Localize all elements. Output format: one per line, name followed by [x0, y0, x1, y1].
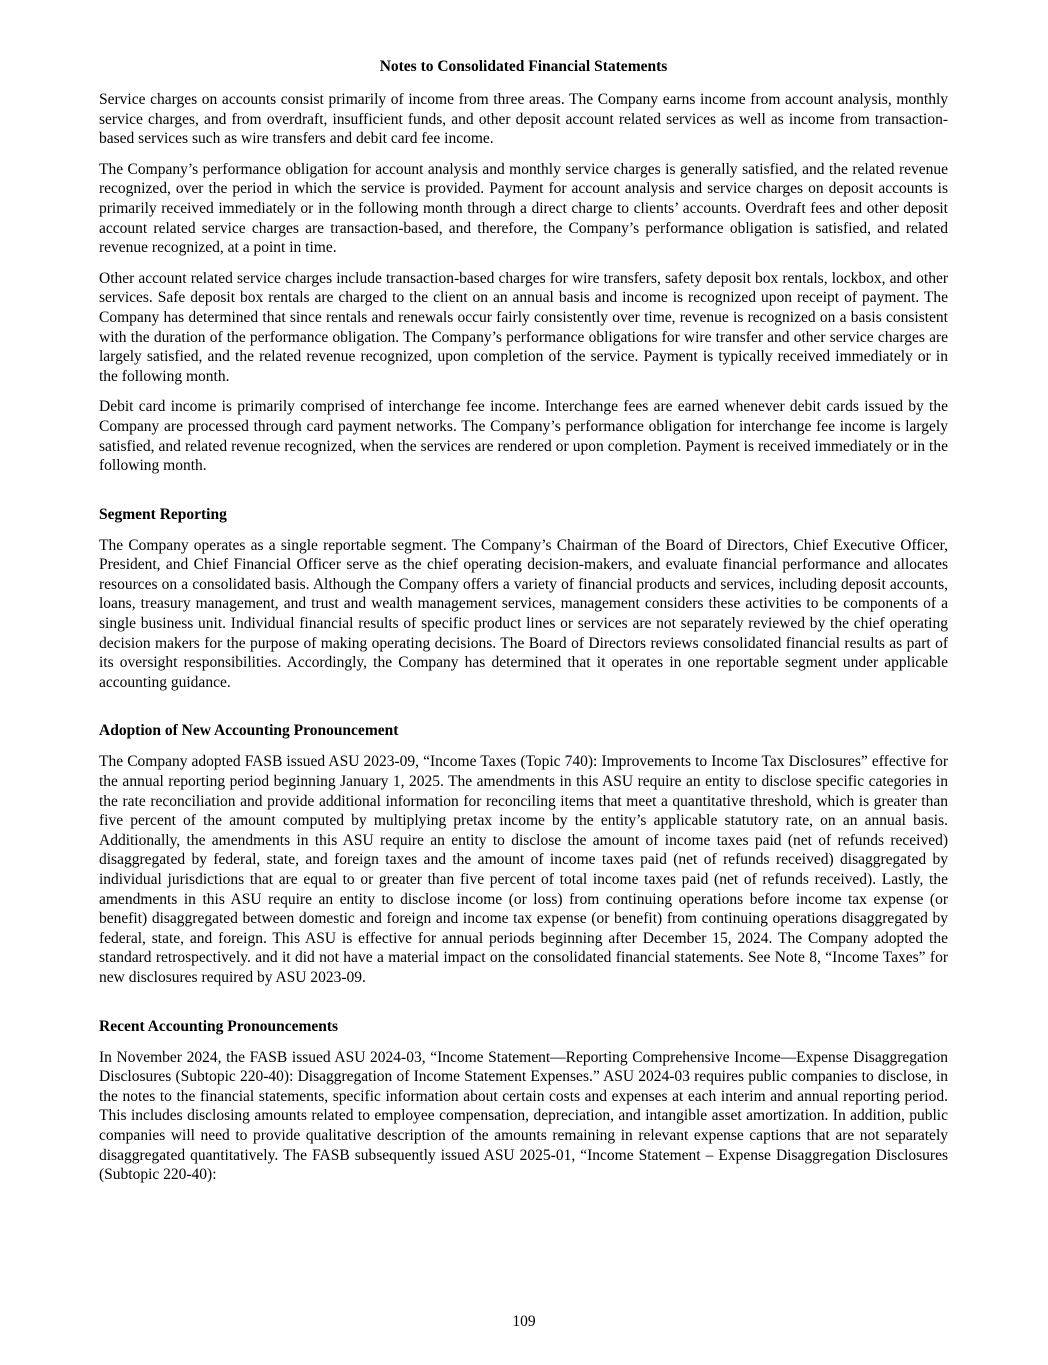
paragraph-service-charges: Service charges on accounts consist primarily of income from three areas. The Company earns income from account analysis, monthly service charges, and from overdraft, insufficient funds, and other deposit account related services as well as income from transaction-based services such as wire transfers and debit card fee income.	[99, 91, 948, 148]
paragraph-performance-obligation: The Company’s performance obligation for account analysis and monthly service charges is generally satisfied, and the related revenue recognized, over the period in which the service is provided. Payment for account analysis and service charges on deposit accounts is primarily received immediately or in the following month through a direct charge to clients’ accounts. Overdraft fees and other deposit account related service charges are transaction-based, and therefore, the Company’s performance obligation is satisfied, and related revenue recognized, at a point in time.	[99, 160, 948, 257]
paragraph-other-account-charges: Other account related service charges include transaction-based charges for wire transfers, safety deposit box rentals, lockbox, and other services. Safe deposit box rentals are charged to the client on an annual basis and income is recognized upon receipt of payment. The Company has determined that since rentals and renewals occur fairly consistently over time, revenue is recognized on a basis consistent with the duration of the performance obligation. The Company’s performance obligations for wire transfer and other service charges are largely satisfied, and the related revenue recognized, upon completion of the service. Payment is typically received immediately or in the following month.	[99, 269, 948, 385]
section-heading-recent-pronouncements: Recent Accounting Pronouncements	[99, 1017, 339, 1035]
page-number: 109	[512, 1313, 536, 1330]
paragraph-debit-card-income: Debit card income is primarily comprised of interchange fee income. Interchange fees are earned whenever debit cards issued by the Company are processed through card payment networks. The Company’s performance obligation for interchange fee income is largely satisfied, and related revenue recognized, when the services are rendered or upon completion. Payment is received immediately or in the following month.	[99, 398, 948, 475]
document-title-text: Notes to Consolidated Financial Statements	[379, 58, 668, 75]
section-heading-segment-reporting: Segment Reporting	[99, 505, 227, 523]
document-title	[99, 57, 948, 77]
paragraph-segment-reporting: The Company operates as a single reportable segment. The Company’s Chairman of the Board of Directors, Chief Executive Officer, President, and Chief Financial Officer serve as the chief operating decision-makers, and evaluate financial performance and allocates resources on a consolidated basis. Although the Company offers a variety of financial products and services, including deposit accounts, loans, treasury management, and trust and wealth management services, management considers these activities to be components of a single business unit. Individual financial results of specific product lines or services are not separately reviewed by the chief operating decision makers for the purpose of making operating decisions. The Board of Directors reviews consolidated financial results as part of its oversight responsibilities. Accordingly, the Company has determined that it operates in one reportable segment under applicable accounting guidance.	[99, 536, 948, 691]
paragraph-asu-2023-09: The Company adopted FASB issued ASU 2023-09, “Income Taxes (Topic 740): Improvements to Income Tax Disclosures” effective for the annual reporting period beginning January 1, 2025. The amendments in this ASU require an entity to disclose specific categories in the rate reconciliation and provide additional information for reconciling items that meet a quantitative threshold, which is greater than five percent of the amount computed by multiplying pretax income by the entity’s applicable statutory rate, on an annual basis. Additionally, the amendments in this ASU require an entity to disclose the amount of income taxes paid (net of refunds received) disaggregated by federal, state, and foreign taxes and the amount of income taxes paid (net of refunds received) disaggregated by individual jurisdictions that are equal to or greater than five percent of total income taxes paid (net of refunds received). Lastly, the amendments in this ASU require an entity to disclose income (or loss) from continuing operations before income tax expense (or benefit) disaggregated between domestic and foreign and income tax expense (or benefit) from continuing operations disaggregated by federal, state, and foreign. This ASU is effective for annual periods beginning after December 15, 2024. The Company adopted the standard retrospectively. and it did not have a material impact on the consolidated financial statements. See Note 8, “Income Taxes” for new disclosures required by ASU 2023-09.	[99, 753, 948, 986]
paragraph-asu-2024-03: In November 2024, the FASB issued ASU 2024-03, “Income Statement—Reporting Comprehensive Income—Expense Disaggregation Disclosures (Subtopic 220-40): Disaggregation of Income Statement Expenses.” ASU 2024-03 requires public companies to disclose, in the notes to the financial statements, specific information about certain costs and expenses at each interim and annual reporting period. This includes disclosing amounts related to employee compensation, depreciation, and intangible asset amortization. In addition, public companies will need to provide qualitative description of the amounts remaining in relevant expense captions that are not separately disaggregated quantitatively. The FASB subsequently issued ASU 2025-01, “Income Statement – Expense Disaggregation Disclosures (Subtopic 220-40):	[99, 1048, 948, 1184]
section-heading-adoption-new-pronouncement: Adoption of New Accounting Pronouncement	[99, 722, 399, 740]
